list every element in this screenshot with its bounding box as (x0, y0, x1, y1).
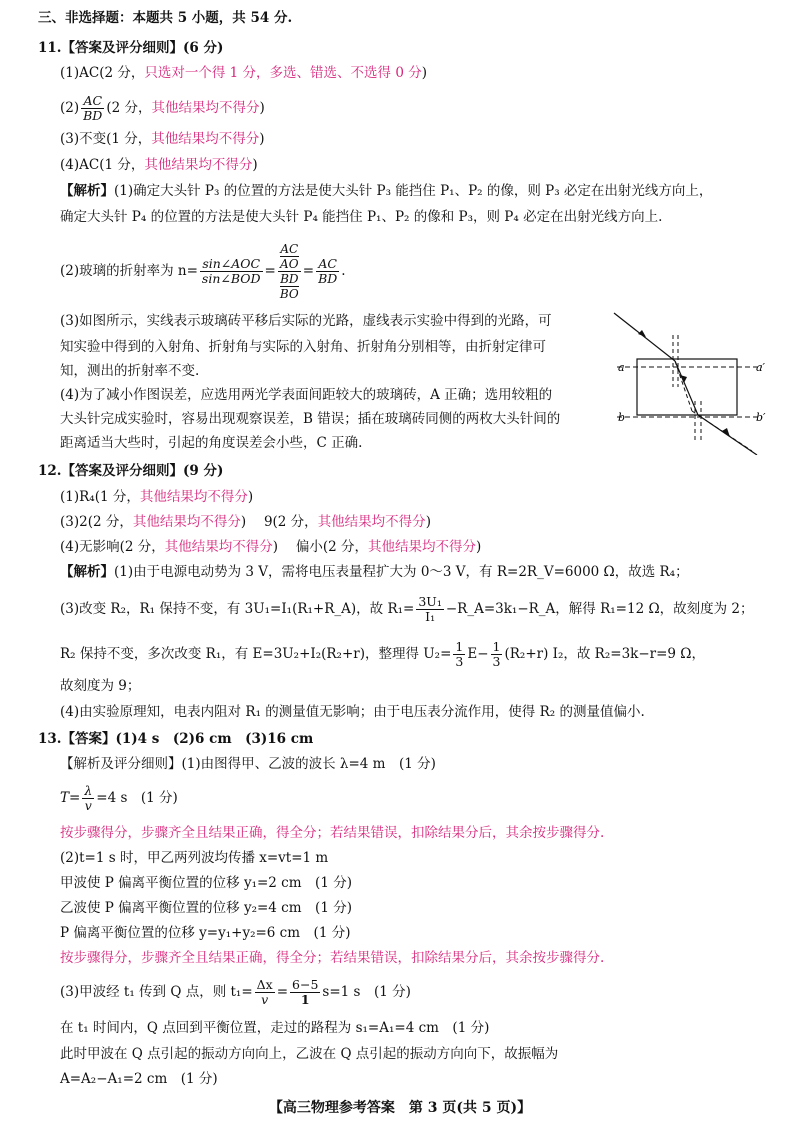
q13-part2-a: (2)t=1 s 时，甲乙两列波均传播 x=vt=1 m (60, 850, 329, 866)
label-a-prime: a′ (756, 361, 766, 374)
q12-answer-1: (1)R₄(1 分，其他结果均不得分) (60, 489, 254, 505)
q11-analysis-4c: 距离适当大些时，引起的角度误差会小些，C 正确. (60, 435, 363, 451)
q12-answer-3: (3)2(2 分，其他结果均不得分) 9(2 分，其他结果均不得分) (60, 514, 431, 530)
q12-analysis-3c: 故刻度为 9； (60, 678, 141, 694)
q11-analysis-2: (2)玻璃的折射率为 n= $\frac{\text{sin∠AOC}}{\text{sin∠BOD}}$ = AC AO BD BO = $\frac{AC}{BD}$ . (60, 242, 346, 301)
q11-analysis-1a: 【解析】(1)确定大头针 P₃ 的位置的方法是使大头针 P₃ 能挡住 P₁、P₂ 的像，则 P₃ 必定在出射光线方向上， (60, 183, 713, 199)
q12-answer-4: (4)无影响(2 分，其他结果均不得分) 偏小(2 分，其他结果均不得分) (60, 539, 482, 555)
q13-part3-a: (3)甲波经 t₁ 传到 Q 点，则 t₁= $\frac{\Delta x}{v}$ = $\frac{6-5}{1}$ s=1 s (1 分) (60, 977, 411, 1007)
q11-analysis-3c: 知，测出的折射率不变. (60, 363, 200, 379)
fraction-ac-bd: $\frac{AC}{BD}$ (83, 93, 103, 123)
q11-analysis-3a: (3)如图所示，实线表示玻璃砖平移后实际的光路，虚线表示实验中得到的光路，可 (60, 313, 552, 329)
q12-heading: 12.【答案及评分细则】(9 分) (38, 463, 224, 479)
q13-part3-c: 此时甲波在 Q 点引起的振动方向向上，乙波在 Q 点引起的振动方向向下，故振幅为 (60, 1046, 559, 1062)
q11-analysis-3b: 知实验中得到的入射角、折射角与实际的入射角、折射角分别相等，由折射定律可 (60, 339, 546, 355)
q13-part3-d: A=A₂−A₁=2 cm (1 分) (60, 1071, 218, 1087)
q12-analysis-3b: R₂ 保持不变，多次改变 R₁，有 E=3U₂+I₂(R₂+r)，整理得 U₂= $\frac{1}{3}$ E− $\frac{1}{3}$ (R₂+r) I₂，故 R₂=3k−r=9 Ω， (60, 639, 705, 669)
q12-analysis-1: 【解析】(1)由于电源电动势为 3 V，需将电压表量程扩大为 0～3 V，有 R=2R_V=6000 Ω，故选 R₄； (60, 564, 689, 580)
q11-analysis-4a: (4)为了减小作图误差，应选用两光学表面间距较大的玻璃砖，A 正确；选用较粗的 (60, 387, 553, 403)
q13-part2-b: 甲波使 P 偏离平衡位置的位移 y₁=2 cm (1 分) (60, 875, 352, 891)
q13-part2-d: P 偏离平衡位置的位移 y=y₁+y₂=6 cm (1 分) (60, 925, 351, 941)
q13-scoring-note-2: 按步骤得分，步骤齐全且结果正确，得全分；若结果错误，扣除结果分后，其余按步骤得分. (60, 950, 605, 966)
q11-answer-2: (2) $\frac{AC}{BD}$ (2 分，其他结果均不得分) (60, 93, 265, 123)
q13-part2-c: 乙波使 P 偏离平衡位置的位移 y₂=4 cm (1 分) (60, 900, 352, 916)
label-a: a (618, 361, 625, 374)
q12-analysis-3: (3)改变 R₂，R₁ 保持不变，有 3U₁=I₁(R₁+R_A)，故 R₁= $\frac{\text{3U₁}}{\text{I₁}}$ −R_A=3k₁−R_A，解得 R₁=12 Ω，故刻度为 2； (60, 594, 754, 624)
q13-scoring-note-1: 按步骤得分，步骤齐全且结果正确，得全分；若结果错误，扣除结果分后，其余按步骤得分. (60, 825, 605, 841)
q11-answer-3: (3)不变(1 分，其他结果均不得分) (60, 131, 265, 147)
q11-answer-4: (4)AC(1 分，其他结果均不得分) (60, 157, 258, 173)
incident-ray (614, 313, 675, 361)
label-b-prime: b′ (756, 411, 766, 424)
q11-answer-1: (1)AC(2 分，只选对一个得 1 分，多选、错选、不选得 0 分) (60, 65, 427, 81)
refraction-diagram (612, 305, 772, 455)
q13-period-eq: T= $\frac{\lambda}{v}$ =4 s (1 分) (60, 783, 178, 813)
q13-heading: 13.【答案】(1)4 s (2)6 cm (3)16 cm (38, 731, 314, 747)
q11-heading: 11.【答案及评分细则】(6 分) (38, 40, 224, 56)
q11-analysis-1b: 确定大头针 P₄ 的位置的方法是使大头针 P₄ 能挡住 P₁、P₂ 的像和 P₃，则 P₄ 必定在出射光线方向上. (60, 209, 663, 225)
q11-analysis-4b: 大头针完成实验时，容易出现观察误差，B 错误；插在玻璃砖同侧的两枚大头针间的 (60, 411, 561, 427)
refracted-ray-solid (675, 361, 698, 415)
page-footer: 【高三物理参考答案 第 3 页(共 5 页)】 (268, 1100, 532, 1116)
section-header: 三、非选择题：本题共 5 小题，共 54 分. (38, 10, 293, 26)
q13-part3-b: 在 t₁ 时间内，Q 点回到平衡位置，走过的路程为 s₁=A₁=4 cm (1 分) (60, 1020, 490, 1036)
incident-arrow-icon (638, 330, 646, 337)
q12-analysis-4: (4)由实验原理知，电表内阻对 R₁ 的测量值无影响；由于电压表分流作用，使得 R₂ 的测量值偏小. (60, 704, 645, 720)
refracted-arrow-icon (680, 375, 687, 383)
label-b: b (618, 411, 626, 424)
q13-subheading: 【解析及评分细则】(1)由图得甲、乙波的波长 λ=4 m (1 分) (60, 756, 436, 772)
